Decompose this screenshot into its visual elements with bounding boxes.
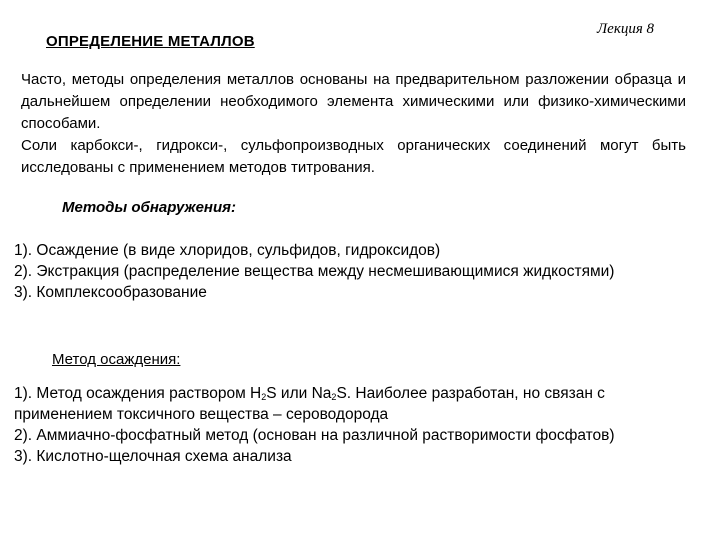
- intro-paragraph-1: Часто, методы определения металлов основаны на предварительном разложении образца и дальнейшем определении необходимого элемента химическими или физико-химическими способами.: [21, 71, 686, 132]
- list-item: 3). Кислотно-щелочная схема анализа: [14, 448, 292, 465]
- list-item: 1). Осаждение (в виде хлоридов, сульфидов, гидроксидов): [14, 242, 441, 259]
- list-item: 2). Экстракция (распределение вещества между несмешивающимися жидкостями): [14, 263, 615, 280]
- subscript: 2: [331, 392, 337, 402]
- intro-text: [21, 69, 686, 179]
- list-item: [14, 383, 704, 425]
- precipitation-method-heading: Метод осаждения:: [52, 351, 181, 368]
- subscript: 2: [261, 392, 267, 402]
- item-text: 1). Метод осаждения раствором H: [14, 385, 262, 402]
- item-text: S. Наиболее разработан, но связан с применением токсичного вещества – сероводорода: [14, 385, 605, 423]
- lecture-label: Лекция 8: [597, 21, 655, 37]
- list-item: 3). Комплексообразование: [14, 284, 207, 301]
- intro-paragraph-2: Соли карбокси-, гидрокси-, сульфопроизводных органических соединений могут быть исследованы с применением методов титрования.: [21, 137, 686, 176]
- detection-methods-list: [14, 240, 704, 303]
- item-text: S или Na: [266, 385, 332, 402]
- precipitation-methods-list: [14, 383, 704, 467]
- detection-methods-heading: Методы обнаружения:: [62, 199, 236, 216]
- page-title: ОПРЕДЕЛЕНИЕ МЕТАЛЛОВ: [46, 33, 255, 50]
- list-item: 2). Аммиачно-фосфатный метод (основан на различной растворимости фосфатов): [14, 427, 615, 444]
